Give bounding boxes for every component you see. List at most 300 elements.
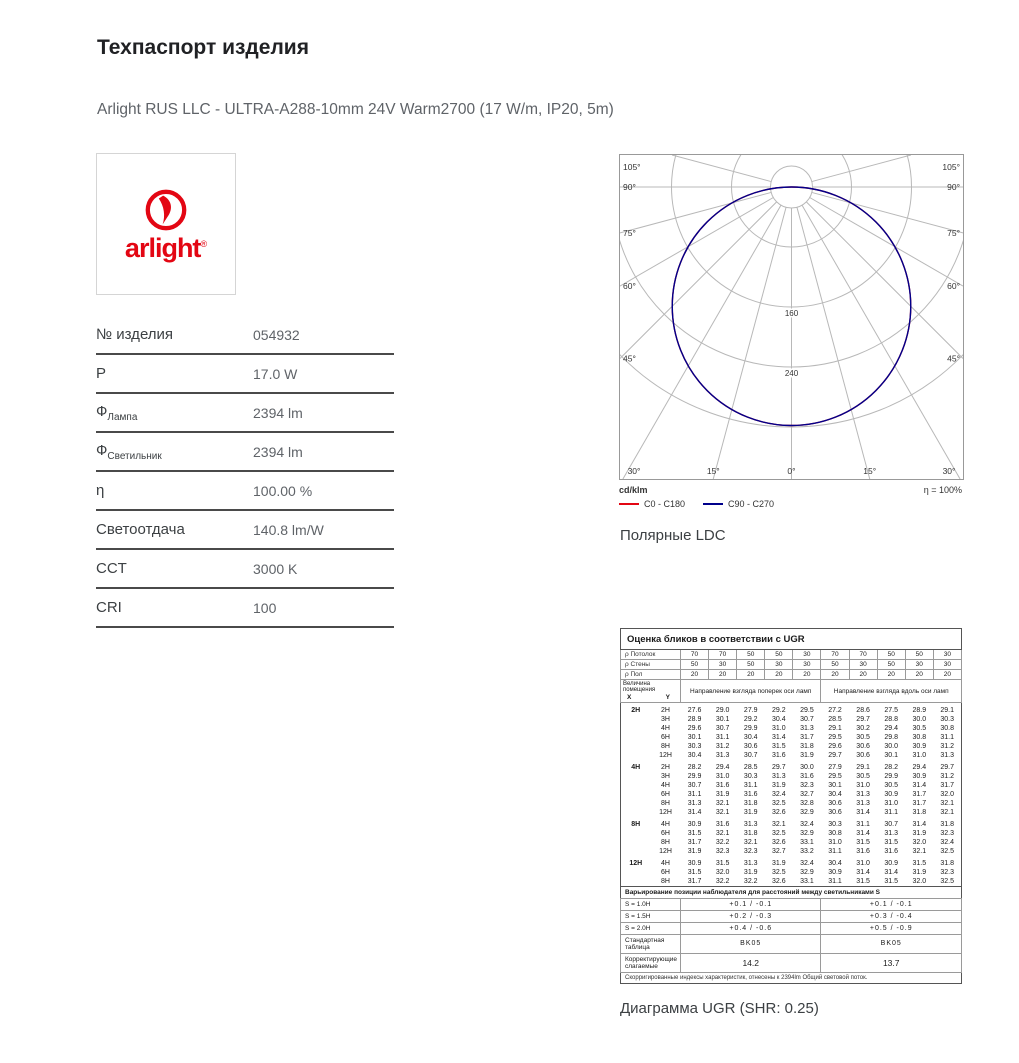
angle-label: 45° bbox=[623, 353, 636, 364]
ugr-cell: 32.9 bbox=[800, 868, 814, 876]
ugr-cell: 32.4 bbox=[800, 859, 814, 867]
ugr-cell: S = 1.5H bbox=[621, 910, 681, 922]
spec-row bbox=[96, 589, 394, 628]
ugr-cell: 20 bbox=[681, 670, 709, 680]
ugr-table bbox=[620, 628, 962, 984]
ugr-cell: +0.1 / -0.1 bbox=[821, 898, 962, 910]
ugr-cell bbox=[621, 742, 651, 751]
ugr-row bbox=[621, 847, 962, 856]
ugr-cell: 32.9 bbox=[800, 808, 814, 816]
ugr-cell: 32.3 bbox=[715, 847, 730, 855]
ugr-cell: 31.9 bbox=[687, 847, 702, 855]
ugr-cell: 28.9 bbox=[687, 715, 702, 723]
ugr-cell: 30.1 bbox=[828, 781, 842, 789]
ugr-cell: 4H bbox=[661, 820, 670, 828]
ugr-cell: 31.9 bbox=[743, 808, 758, 816]
ugr-cell: 20 bbox=[849, 670, 877, 680]
ugr-cell: 30 bbox=[933, 660, 961, 670]
ugr-cell: 31.6 bbox=[743, 790, 758, 798]
spec-value: 3000 K bbox=[253, 560, 298, 577]
ugr-cell: 50 bbox=[737, 650, 765, 660]
ugr-cell: 30.3 bbox=[687, 742, 702, 750]
spec-row bbox=[96, 355, 394, 394]
angle-label: 75° bbox=[947, 227, 960, 238]
ugr-cell: 32.1 bbox=[715, 799, 730, 807]
ugr-cell: 31.3 bbox=[884, 829, 899, 837]
ugr-cell: 27.6 bbox=[687, 706, 702, 714]
arlight-logo-icon bbox=[143, 187, 189, 233]
ugr-cell: 30 bbox=[933, 650, 961, 660]
ugr-cell: 32.1 bbox=[940, 799, 954, 807]
ugr-cell: 32.9 bbox=[800, 829, 814, 837]
ugr-cell bbox=[621, 877, 651, 887]
ugr-cell: 20 bbox=[793, 670, 821, 680]
ugr-row bbox=[621, 838, 962, 847]
ugr-cell: 31.1 bbox=[687, 790, 702, 798]
ugr-cell: 14.2 bbox=[681, 953, 821, 972]
ugr-cell: 30.9 bbox=[687, 859, 702, 867]
ugr-cell: 32.4 bbox=[772, 790, 786, 798]
ugr-cell: 32.1 bbox=[772, 820, 786, 828]
ugr-cell: 32.5 bbox=[940, 847, 954, 855]
ugr-row bbox=[621, 724, 962, 733]
ugr-cell: 31.0 bbox=[715, 772, 730, 780]
ugr-cell: 30 bbox=[793, 660, 821, 670]
ugr-cell: 31.9 bbox=[772, 781, 786, 789]
ugr-row bbox=[621, 706, 962, 715]
ugr-cell: 32.3 bbox=[800, 781, 814, 789]
ugr-cell: 30.8 bbox=[828, 829, 842, 837]
ugr-cell: 30.5 bbox=[856, 772, 870, 780]
ugr-cell: 31.3 bbox=[743, 859, 758, 867]
ugr-cell: 31.3 bbox=[772, 772, 786, 780]
ugr-cell: 31.5 bbox=[687, 868, 702, 876]
legend-item-c0 bbox=[619, 499, 685, 509]
ugr-cell: 32.5 bbox=[940, 877, 954, 885]
ugr-cell: 29.7 bbox=[772, 763, 786, 771]
ugr-cell: 31.4 bbox=[856, 808, 870, 816]
ugr-cell: 31.1 bbox=[940, 733, 954, 741]
ugr-cell: 20 bbox=[821, 670, 849, 680]
ugr-row bbox=[621, 715, 962, 724]
spec-label: Светоотдача bbox=[96, 521, 185, 538]
ugr-cell: 50 bbox=[681, 660, 709, 670]
ugr-cell: 50 bbox=[877, 660, 905, 670]
ugr-cell: 70 bbox=[681, 650, 709, 660]
ugr-cell: 30 bbox=[905, 660, 933, 670]
ugr-cell: 31.8 bbox=[743, 799, 758, 807]
spec-row bbox=[96, 511, 394, 550]
ugr-cell: 30.0 bbox=[912, 715, 927, 723]
ugr-cell: 20 bbox=[933, 670, 961, 680]
angle-label: 60° bbox=[623, 281, 636, 292]
ugr-cell: +0.2 / -0.3 bbox=[681, 910, 821, 922]
ugr-cell: 30.1 bbox=[715, 715, 730, 723]
ugr-cell: 31.5 bbox=[856, 877, 870, 885]
ugr-cell: 31.4 bbox=[884, 868, 899, 876]
ugr-cell: Стандартная таблица bbox=[621, 934, 681, 953]
ugr-cell: 28.6 bbox=[856, 706, 870, 714]
ugr-cell: 30.7 bbox=[884, 820, 899, 828]
ugr-cell: 31.2 bbox=[715, 742, 730, 750]
ugr-cell: Скорригированные индексы характеристик, отнесены к 2394lm Общий световой поток. bbox=[621, 972, 962, 983]
spec-row bbox=[96, 472, 394, 511]
polar-unit-label: cd/klm bbox=[619, 485, 648, 495]
ugr-cell: Оценка бликов в соответствии с UGR bbox=[621, 629, 962, 650]
spec-label-sub: Лампа bbox=[107, 411, 138, 423]
ugr-cell: 31.3 bbox=[800, 724, 814, 732]
ugr-cell bbox=[621, 829, 651, 838]
ugr-cell: 31.5 bbox=[772, 742, 786, 750]
polar-legend bbox=[619, 485, 962, 509]
ugr-cell bbox=[621, 715, 651, 724]
polar-chart bbox=[620, 155, 963, 479]
ugr-cell: ρ Пол bbox=[621, 670, 681, 680]
ugr-cell: 8H bbox=[661, 838, 670, 846]
ugr-cell: 4H bbox=[661, 781, 670, 789]
ugr-cell: 31.8 bbox=[940, 820, 954, 828]
ugr-cell bbox=[621, 733, 651, 742]
ugr-cell: 31.7 bbox=[940, 781, 954, 789]
ugr-cell: 4H bbox=[661, 724, 670, 732]
ugr-cell bbox=[621, 724, 651, 733]
ugr-cell: 3H bbox=[661, 715, 670, 723]
ugr-cell: 31.2 bbox=[940, 742, 954, 750]
ugr-cell: S = 2.0H bbox=[621, 922, 681, 934]
ugr-cell: 30.9 bbox=[884, 859, 899, 867]
ugr-cell: 31.6 bbox=[715, 781, 730, 789]
ugr-cell: 12H bbox=[659, 847, 672, 855]
ring-value-label: 160 bbox=[784, 309, 799, 318]
ugr-cell: 29.2 bbox=[772, 706, 786, 714]
ugr-cell: 6H bbox=[661, 829, 670, 837]
ugr-cell: 70 bbox=[821, 650, 849, 660]
ugr-cell: 31.0 bbox=[828, 838, 842, 846]
spec-value: 140.8 lm/W bbox=[253, 521, 324, 538]
ugr-row bbox=[621, 781, 962, 790]
ugr-cell: 31.4 bbox=[912, 781, 927, 789]
ugr-cell: 31.3 bbox=[743, 820, 758, 828]
spec-label: № изделия bbox=[96, 326, 174, 343]
spec-row bbox=[96, 394, 394, 433]
ugr-row bbox=[621, 660, 962, 670]
ugr-cell: 30.4 bbox=[828, 790, 842, 798]
ugr-row bbox=[621, 972, 962, 983]
ugr-row bbox=[621, 763, 962, 772]
ugr-cell: ρ Стены bbox=[621, 660, 681, 670]
ugr-cell: Величина помещения X Y bbox=[621, 680, 681, 703]
ugr-cell: 6H bbox=[661, 868, 670, 876]
ugr-cell: 31.5 bbox=[912, 859, 927, 867]
ugr-cell: 31.1 bbox=[743, 781, 758, 789]
spec-value: 100 bbox=[253, 599, 277, 616]
ugr-row bbox=[621, 934, 962, 953]
ugr-cell: 50 bbox=[821, 660, 849, 670]
ugr-cell: 29.7 bbox=[828, 751, 842, 759]
spec-label-sub: Светильник bbox=[107, 450, 162, 462]
ugr-cell bbox=[621, 790, 651, 799]
ugr-cell: 31.8 bbox=[940, 859, 954, 867]
ugr-cell: 8H bbox=[661, 877, 670, 885]
ugr-cell: +0.3 / -0.4 bbox=[821, 910, 962, 922]
ugr-cell: 30.9 bbox=[828, 868, 842, 876]
ugr-row bbox=[621, 629, 962, 650]
ugr-cell: 31.3 bbox=[715, 751, 730, 759]
ugr-cell: 30.3 bbox=[743, 772, 758, 780]
legend-line-blue bbox=[703, 503, 723, 505]
ugr-cell: BK05 bbox=[681, 934, 821, 953]
ugr-cell: 30.6 bbox=[856, 742, 870, 750]
ugr-cell: 28.9 bbox=[912, 706, 927, 714]
ugr-cell: 30.9 bbox=[687, 820, 702, 828]
ugr-cell: 28.2 bbox=[687, 763, 702, 771]
ugr-row bbox=[621, 898, 962, 910]
ugr-cell: BK05 bbox=[821, 934, 962, 953]
ugr-cell: 29.2 bbox=[743, 715, 758, 723]
ugr-cell: 31.2 bbox=[940, 772, 954, 780]
ugr-cell: 50 bbox=[905, 650, 933, 660]
ugr-cell: 32.3 bbox=[743, 847, 758, 855]
ugr-cell: 32.7 bbox=[800, 790, 814, 798]
ugr-cell: 30.9 bbox=[912, 772, 927, 780]
ugr-cell: 31.9 bbox=[912, 829, 927, 837]
ugr-cell: S = 1.0H bbox=[621, 898, 681, 910]
ugr-cell: 31.3 bbox=[856, 790, 870, 798]
ugr-cell: 31.0 bbox=[856, 781, 870, 789]
ugr-cell: 29.4 bbox=[912, 763, 927, 771]
polar-eta-label: η = 100% bbox=[923, 485, 962, 495]
ugr-cell: 30.7 bbox=[715, 724, 730, 732]
ugr-cell: 29.1 bbox=[856, 763, 870, 771]
ugr-cell: 31.3 bbox=[856, 799, 870, 807]
ugr-row bbox=[621, 877, 962, 887]
ugr-cell: 31.5 bbox=[687, 829, 702, 837]
ugr-cell: 31.4 bbox=[856, 829, 870, 837]
ugr-cell: 30.7 bbox=[743, 751, 758, 759]
ugr-cell: 29.9 bbox=[743, 724, 758, 732]
ugr-cell: 31.4 bbox=[687, 808, 702, 816]
spec-row bbox=[96, 433, 394, 472]
ugr-cell: 29.5 bbox=[800, 706, 814, 714]
ugr-cell: 31.9 bbox=[715, 790, 730, 798]
ugr-cell: 32.3 bbox=[940, 868, 954, 876]
ugr-row bbox=[621, 953, 962, 972]
ugr-cell: 30 bbox=[849, 660, 877, 670]
ugr-cell: Направление взгляда поперек оси ламп bbox=[681, 680, 821, 703]
ugr-cell: 33.1 bbox=[800, 838, 814, 846]
ugr-cell: ρ Потолок bbox=[621, 650, 681, 660]
angle-label: 15° bbox=[706, 466, 720, 476]
ugr-cell: 28.2 bbox=[884, 763, 899, 771]
spec-table bbox=[96, 316, 394, 628]
angle-label: 105° bbox=[623, 162, 641, 172]
ugr-cell: 32.1 bbox=[743, 838, 758, 846]
ugr-cell: 12H bbox=[659, 808, 672, 816]
ugr-cell: 30.9 bbox=[912, 742, 927, 750]
ugr-cell: 30.5 bbox=[856, 733, 870, 741]
ugr-cell: 30.8 bbox=[912, 733, 927, 741]
spec-label: CCT bbox=[96, 560, 127, 577]
ugr-cell: 31.8 bbox=[743, 829, 758, 837]
ugr-cell: 20 bbox=[709, 670, 737, 680]
ugr-cell: 29.1 bbox=[828, 724, 842, 732]
ugr-cell: 32.4 bbox=[800, 820, 814, 828]
ugr-cell: 32.1 bbox=[940, 808, 954, 816]
ugr-row bbox=[621, 733, 962, 742]
ugr-row bbox=[621, 910, 962, 922]
ugr-cell bbox=[621, 838, 651, 847]
ugr-cell: 70 bbox=[849, 650, 877, 660]
ugr-cell: Корректирующие слагаемые bbox=[621, 953, 681, 972]
ugr-cell: 31.0 bbox=[884, 799, 899, 807]
ugr-cell: 31.7 bbox=[800, 733, 814, 741]
angle-label: 45° bbox=[947, 353, 960, 364]
ugr-cell: 31.1 bbox=[856, 820, 870, 828]
ugr-cell: 32.1 bbox=[912, 847, 927, 855]
ugr-cell: 31.5 bbox=[715, 859, 730, 867]
ugr-cell: 30.3 bbox=[828, 820, 842, 828]
ugr-cell: 32.4 bbox=[940, 838, 954, 846]
ugr-row bbox=[621, 820, 962, 829]
ugr-row bbox=[621, 868, 962, 877]
ugr-cell bbox=[621, 799, 651, 808]
ugr-cell: 30.4 bbox=[687, 751, 702, 759]
ugr-cell: 29.1 bbox=[940, 706, 954, 714]
ugr-cell: 2H bbox=[661, 763, 670, 771]
ugr-cell: 32.5 bbox=[772, 799, 786, 807]
ugr-cell: 20 bbox=[877, 670, 905, 680]
ugr-cell: 31.6 bbox=[772, 751, 786, 759]
ugr-cell: 33.1 bbox=[800, 877, 814, 885]
ugr-cell: 12H bbox=[659, 751, 672, 759]
ugr-cell: 13.7 bbox=[821, 953, 962, 972]
ugr-cell: 6H bbox=[661, 790, 670, 798]
angle-label: 60° bbox=[947, 281, 960, 292]
ugr-cell: 29.4 bbox=[884, 724, 899, 732]
ugr-cell: 6H bbox=[661, 733, 670, 741]
ugr-cell: 29.5 bbox=[828, 772, 842, 780]
ugr-cell: 28.5 bbox=[828, 715, 842, 723]
angle-label: 15° bbox=[863, 466, 877, 476]
spec-row bbox=[96, 550, 394, 589]
ugr-cell: 32.2 bbox=[743, 877, 758, 885]
ugr-row bbox=[621, 742, 962, 751]
angle-label: 105° bbox=[942, 162, 960, 172]
ugr-row bbox=[621, 670, 962, 680]
ugr-cell: 32.5 bbox=[772, 829, 786, 837]
ugr-cell: 30.0 bbox=[884, 742, 899, 750]
ugr-cell: 31.9 bbox=[800, 751, 814, 759]
polar-legend-row1 bbox=[619, 485, 962, 495]
spec-label: η bbox=[96, 482, 105, 499]
polar-caption: Полярные LDC bbox=[620, 527, 726, 544]
spec-row bbox=[96, 316, 394, 355]
ugr-cell: 8H bbox=[631, 820, 641, 828]
ugr-cell: 29.7 bbox=[856, 715, 870, 723]
ugr-cell: 32.0 bbox=[912, 838, 927, 846]
angle-label: 0° bbox=[787, 466, 796, 476]
polar-legend-row2 bbox=[619, 499, 962, 509]
spec-value: 054932 bbox=[253, 326, 300, 343]
spec-value: 2394 lm bbox=[253, 443, 303, 460]
spec-label: $Ф_{Светильник}$ bbox=[96, 441, 162, 462]
ugr-cell: 31.5 bbox=[884, 877, 899, 885]
ugr-cell: Варьирование позиции наблюдателя для расстояний между светильниками S bbox=[621, 886, 962, 898]
ugr-cell: 31.8 bbox=[912, 808, 927, 816]
ugr-cell: 4H bbox=[661, 859, 670, 867]
ugr-caption: Диаграмма UGR (SHR: 0.25) bbox=[620, 1000, 819, 1017]
spec-value: 2394 lm bbox=[253, 404, 303, 421]
ugr-table-body bbox=[621, 629, 962, 984]
ugr-cell: +0.5 / -0.9 bbox=[821, 922, 962, 934]
ugr-cell: 30.7 bbox=[800, 715, 814, 723]
ugr-cell: 32.6 bbox=[772, 877, 786, 885]
ugr-cell: 27.2 bbox=[828, 706, 842, 714]
ugr-cell: 28.8 bbox=[884, 715, 899, 723]
ugr-cell: 31.4 bbox=[856, 868, 870, 876]
ugr-cell: 31.7 bbox=[912, 799, 927, 807]
ugr-row bbox=[621, 808, 962, 817]
ugr-cell: 28.5 bbox=[743, 763, 758, 771]
ugr-cell: 29.6 bbox=[687, 724, 702, 732]
ugr-cell: 30.6 bbox=[743, 742, 758, 750]
ugr-cell: 32.1 bbox=[715, 829, 730, 837]
legend-label-c0: C0 - C180 bbox=[644, 499, 686, 509]
ugr-cell: 31.1 bbox=[828, 847, 842, 855]
ugr-row bbox=[621, 799, 962, 808]
ugr-row bbox=[621, 859, 962, 868]
ugr-row bbox=[621, 751, 962, 760]
ugr-cell: 70 bbox=[709, 650, 737, 660]
ugr-cell: 30.9 bbox=[884, 790, 899, 798]
ugr-cell: 31.7 bbox=[687, 877, 702, 885]
angle-label: 75° bbox=[623, 227, 636, 238]
ugr-cell: 30.4 bbox=[743, 733, 758, 741]
ugr-cell: 29.9 bbox=[884, 772, 899, 780]
ugr-cell: 8H bbox=[661, 742, 670, 750]
ugr-cell: 2H bbox=[661, 706, 670, 714]
ugr-cell: 32.1 bbox=[715, 808, 730, 816]
angle-label: 30° bbox=[627, 466, 641, 476]
ugr-cell: 31.1 bbox=[884, 808, 899, 816]
ugr-row bbox=[621, 829, 962, 838]
legend-label-c90: C90 - C270 bbox=[728, 499, 775, 509]
ugr-row bbox=[621, 650, 962, 660]
ugr-cell: 30.1 bbox=[884, 751, 899, 759]
ugr-cell: Направление взгляда вдоль оси ламп bbox=[821, 680, 962, 703]
ugr-cell: 30.5 bbox=[884, 781, 899, 789]
arlight-logo-text bbox=[124, 232, 208, 263]
ugr-row bbox=[621, 886, 962, 898]
ugr-cell: 29.9 bbox=[687, 772, 702, 780]
ugr-cell: 4H bbox=[631, 763, 641, 771]
ugr-cell: 29.4 bbox=[715, 763, 730, 771]
ugr-cell: +0.1 / -0.1 bbox=[681, 898, 821, 910]
ugr-cell: 31.9 bbox=[772, 859, 786, 867]
ugr-row bbox=[621, 790, 962, 799]
ugr-cell: 31.0 bbox=[772, 724, 786, 732]
ugr-cell: 30.6 bbox=[828, 808, 842, 816]
polar-ldc-block bbox=[619, 154, 964, 509]
ugr-cell: 30.4 bbox=[828, 859, 842, 867]
ugr-cell: 33.2 bbox=[800, 847, 814, 855]
ugr-row bbox=[621, 772, 962, 781]
ugr-cell: 30.5 bbox=[912, 724, 927, 732]
ugr-cell: 31.1 bbox=[715, 733, 730, 741]
ugr-cell: 30.8 bbox=[940, 724, 954, 732]
ugr-cell: 20 bbox=[737, 670, 765, 680]
ugr-cell: 50 bbox=[765, 650, 793, 660]
